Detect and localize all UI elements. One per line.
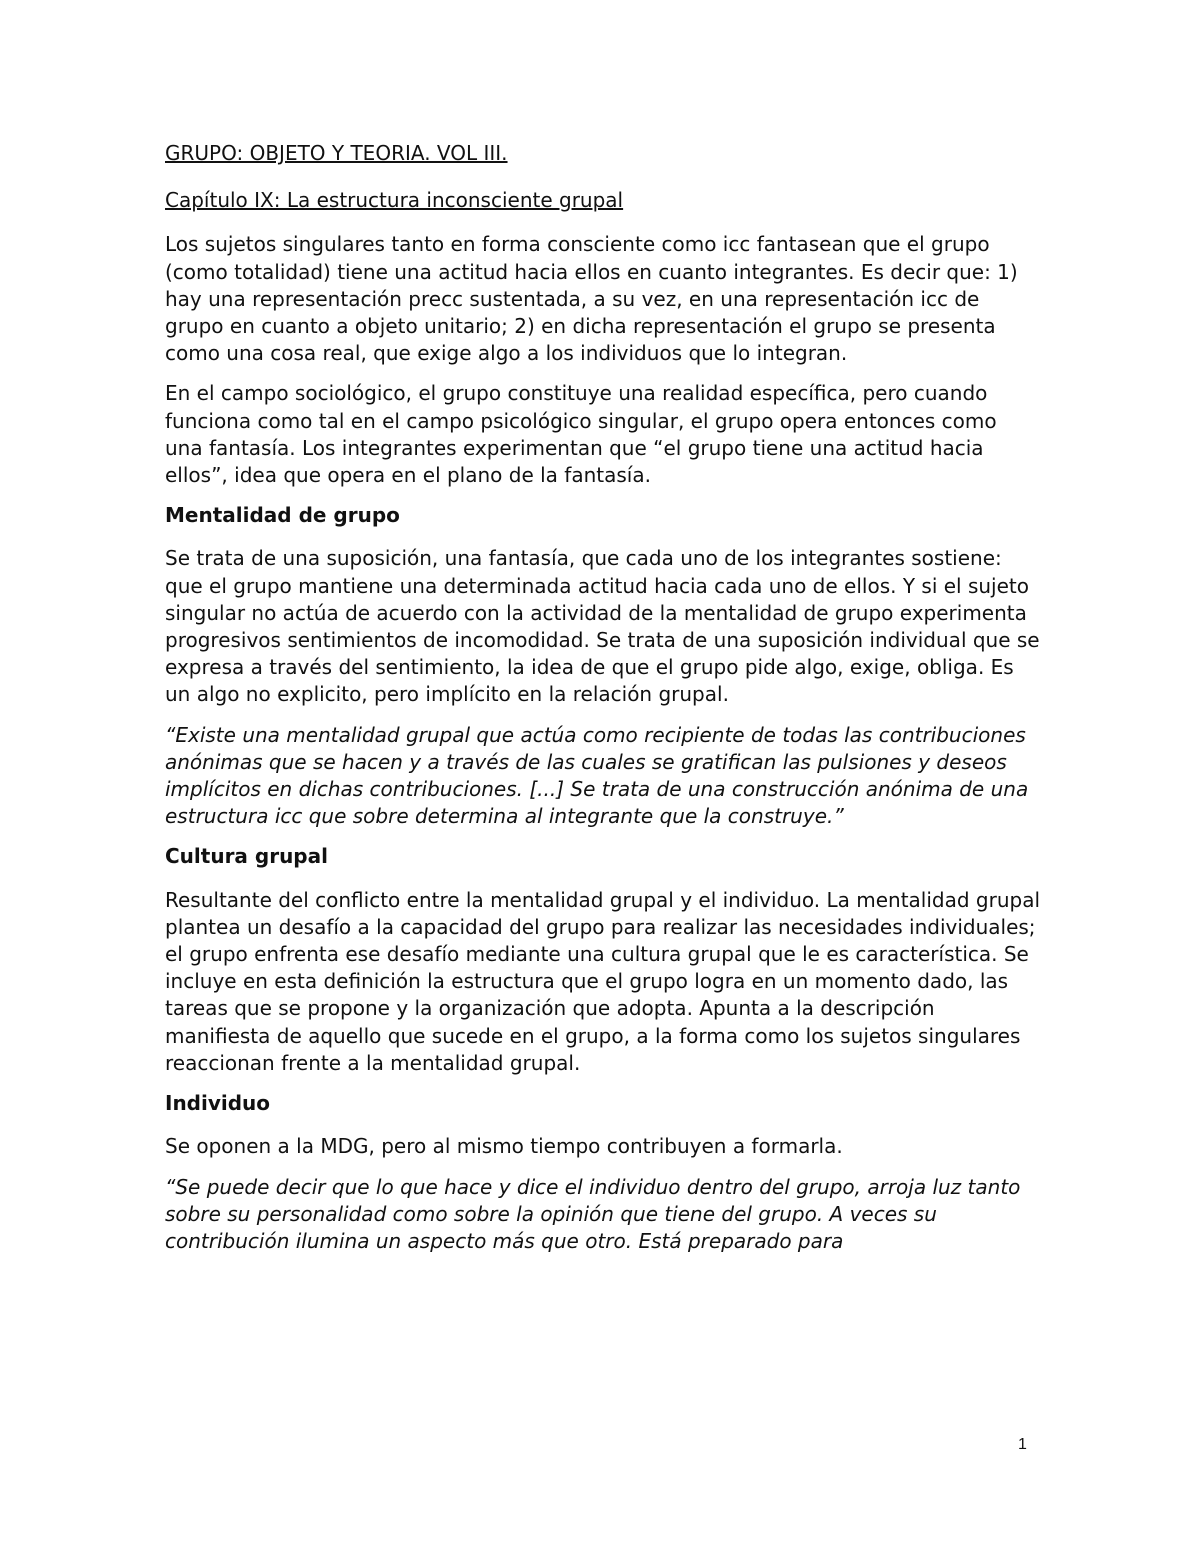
page-number: 1	[1018, 1436, 1027, 1453]
chapter-title: Capítulo IX: La estructura inconsciente grupal	[165, 188, 624, 213]
intro-paragraph-1: Los sujetos singulares tanto en forma consciente como icc fantasean que el grupo (como totalidad) tiene una actitud hacia ellos en cuanto integrantes. Es decir que: 1) hay una representación precc sustentada, a su vez, en una representación icc de grupo en cuanto a objeto unitario; 2) en dicha representación el grupo se presenta como una cosa real, que exige algo a los individuos que lo integran.	[165, 232, 1018, 366]
section-body-cultura: Resultante del conflicto entre la mentalidad grupal y el individuo. La mentalidad grupal plantea un desafío a la capacidad del grupo para realizar las necesidades individuales; el grupo enfrenta ese desafío mediante una cultura grupal que le es característica. Se incluye en esta definición la estructura que el grupo logra en un momento dado, las tareas que se propone y la organización que adopta. Apunta a la descripción manifiesta de aquello que sucede en el grupo, a la forma como los sujetos singulares reaccionan frente a la mentalidad grupal.	[165, 887, 1041, 1075]
section-heading-individuo: Individuo	[165, 1091, 271, 1116]
document-title: GRUPO: OBJETO Y TEORIA. VOL III.	[165, 141, 508, 165]
section-quote-mentalidad: “Existe una mentalidad grupal que actúa como recipiente de todas las contribuciones anónimas que se hacen y a través de las cuales se gratifican las pulsiones y deseos implícitos en dichas contribuciones. [...] Se trata de una construcción anónima de una estructura icc que sobre determina al integrante que la construye.”	[165, 722, 1029, 829]
section-body-individuo: Se oponen a la MDG, pero al mismo tiempo contribuyen a formarla.	[165, 1134, 843, 1159]
intro-paragraph-2: En el campo sociológico, el grupo constituye una realidad específica, pero cuando funciona como tal en el campo psicológico singular, el grupo opera entonces como una fantasía. Los integrantes experimentan que “el grupo tiene una actitud hacia ellos”, idea que opera en el plano de la fantasía.	[165, 381, 997, 488]
section-body-mentalidad: Se trata de una suposición, una fantasía, que cada uno de los integrantes sostiene: que el grupo mantiene una determinada actitud hacia cada uno de ellos. Y si el sujeto singular no actúa de acuerdo con la actividad de la mentalidad de grupo experimenta progresivos sentimientos de incomodidad. Se trata de una suposición individual que se expresa a través del sentimiento, la idea de que el grupo pide algo, exige, obliga. Es un algo no explicito, pero implícito en la relación grupal.	[165, 546, 1040, 707]
section-heading-cultura: Cultura grupal	[165, 844, 328, 869]
page-content	[165, 140, 1040, 1268]
section-heading-mentalidad: Mentalidad de grupo	[165, 503, 400, 528]
section-quote-individuo: “Se puede decir que lo que hace y dice el individuo dentro del grupo, arroja luz tanto sobre su personalidad como sobre la opinión que tiene del grupo. A veces su contribución ilumina un aspecto más que otro. Está preparado para	[165, 1174, 1021, 1253]
